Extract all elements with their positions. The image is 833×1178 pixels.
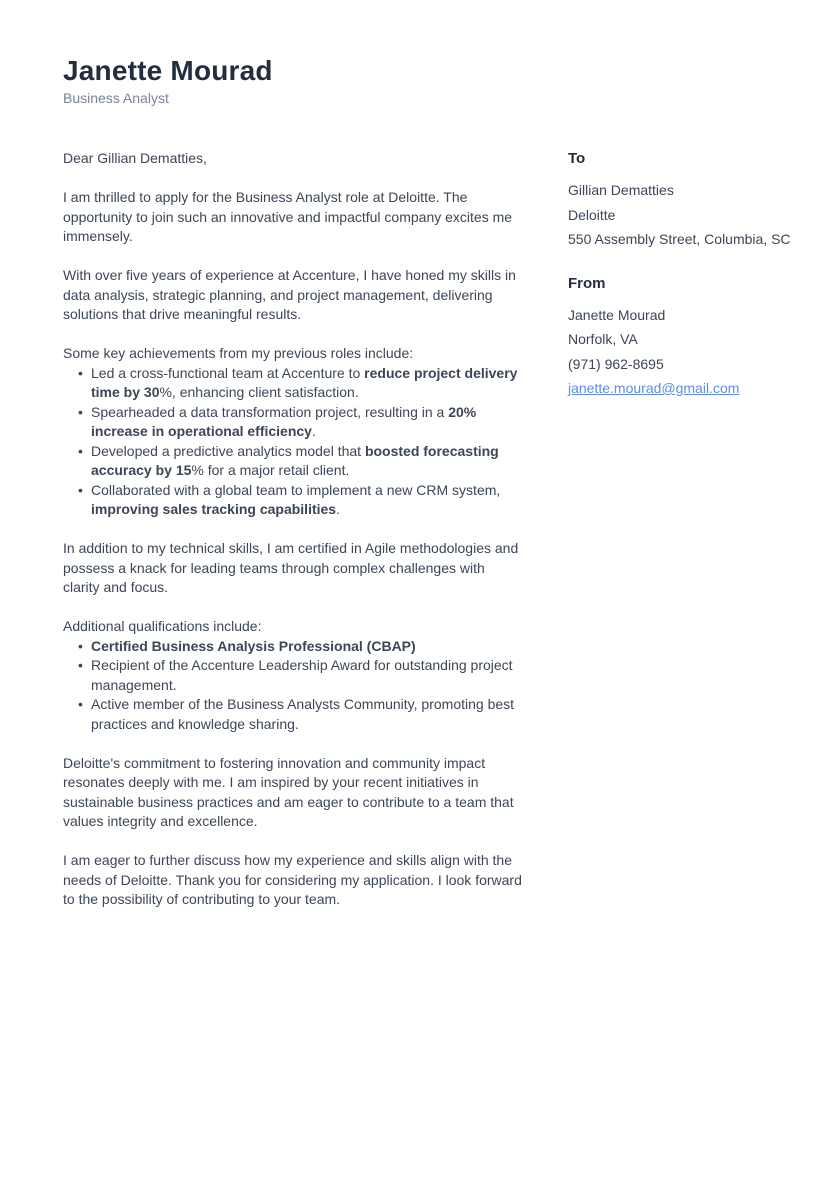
- contact-sidebar: [568, 149, 791, 401]
- text: With over five years of experience at Accenture, I have honed my skills in data analysis, strategic planning, and project management, delivering solutions that drive meaningful results.: [63, 267, 516, 322]
- list-item: [91, 695, 523, 734]
- text: Active member of the Business Analysts Community, promoting best practices and knowledge sharing.: [91, 696, 515, 732]
- text: In addition to my technical skills, I am certified in Agile methodologies and possess a knack for leading teams through complex challenges with clarity and focus.: [63, 540, 519, 595]
- paragraph: [63, 266, 523, 325]
- applicant-name: Janette Mourad: [63, 55, 273, 86]
- text: Some key achievements from my previous roles include:: [63, 345, 414, 361]
- paragraph: [63, 149, 523, 169]
- text: Spearheaded a data transformation project, resulting in a: [91, 403, 449, 420]
- letter-body: [63, 149, 523, 910]
- paragraph: [63, 344, 523, 364]
- list-item: [91, 403, 523, 442]
- from-section: [568, 274, 770, 401]
- text: Deloitte's commitment to fostering innovation and community impact resonates deeply with me. I am inspired by your recent initiatives in sustainable business practices and am eager to contribute to a team that values integrity and excellence.: [63, 754, 514, 829]
- text: I am thrilled to apply for the Business Analyst role at Deloitte. The opportunity to join such an innovative and impactful company excites me immensely.: [63, 189, 513, 244]
- bold-text: Certified Business Analysis Professional (CBAP): [91, 637, 416, 654]
- text: .: [336, 501, 340, 517]
- list-item: [91, 364, 523, 403]
- text: Recipient of the Accenture Leadership Award for outstanding project management.: [91, 657, 513, 693]
- paragraph: [63, 188, 523, 247]
- text: Collaborated with a global team to implement a new CRM system,: [91, 481, 501, 498]
- to-heading: To: [568, 150, 586, 167]
- text: I am eager to further discuss how my experience and skills align with the needs of Deloitte. Thank you for considering my application. I look forward to the possibility of contributing to your team.: [63, 852, 522, 907]
- applicant-job-title: Business Analyst: [63, 90, 169, 106]
- text: Additional qualifications include:: [63, 618, 262, 634]
- letter-header: [63, 55, 770, 108]
- bold-text: improving sales tracking capabilities: [91, 501, 337, 517]
- paragraph: [63, 539, 523, 598]
- bold-text: reduce project delivery time by 30: [91, 364, 518, 400]
- list-item: [91, 656, 523, 695]
- sender-location: Norfolk, VA: [568, 331, 638, 347]
- paragraph: [63, 754, 523, 832]
- list-item: [91, 481, 523, 520]
- text: Dear Gillian Dematties,: [63, 150, 207, 166]
- recipient-address: 550 Assembly Street, Columbia, SC: [568, 231, 791, 247]
- bullet-list: [63, 364, 523, 520]
- text: Developed a predictive analytics model that: [91, 442, 365, 459]
- text: .: [311, 423, 316, 439]
- bold-text: boosted forecasting accuracy by 15: [91, 442, 499, 478]
- content-columns: [63, 149, 791, 910]
- paragraph: [63, 617, 523, 637]
- list-item: [91, 442, 523, 481]
- email-link[interactable]: janette.mourad@gmail.com: [568, 380, 740, 396]
- to-section: [568, 149, 791, 252]
- bold-text: 20% increase in operational efficiency: [91, 403, 477, 439]
- text: %, enhancing client satisfaction.: [159, 384, 359, 400]
- list-item: [91, 637, 523, 657]
- paragraph: [63, 851, 523, 910]
- sender-name: Janette Mourad: [568, 306, 666, 323]
- sender-phone: (971) 962-8695: [568, 355, 664, 372]
- bullet-list: [63, 637, 523, 735]
- text: % for a major retail client.: [191, 462, 350, 478]
- recipient-name: Gillian Dematties: [568, 182, 674, 198]
- text: Led a cross-functional team at Accenture to: [91, 364, 365, 381]
- from-heading: From: [568, 274, 606, 292]
- recipient-company: Deloitte: [568, 206, 616, 223]
